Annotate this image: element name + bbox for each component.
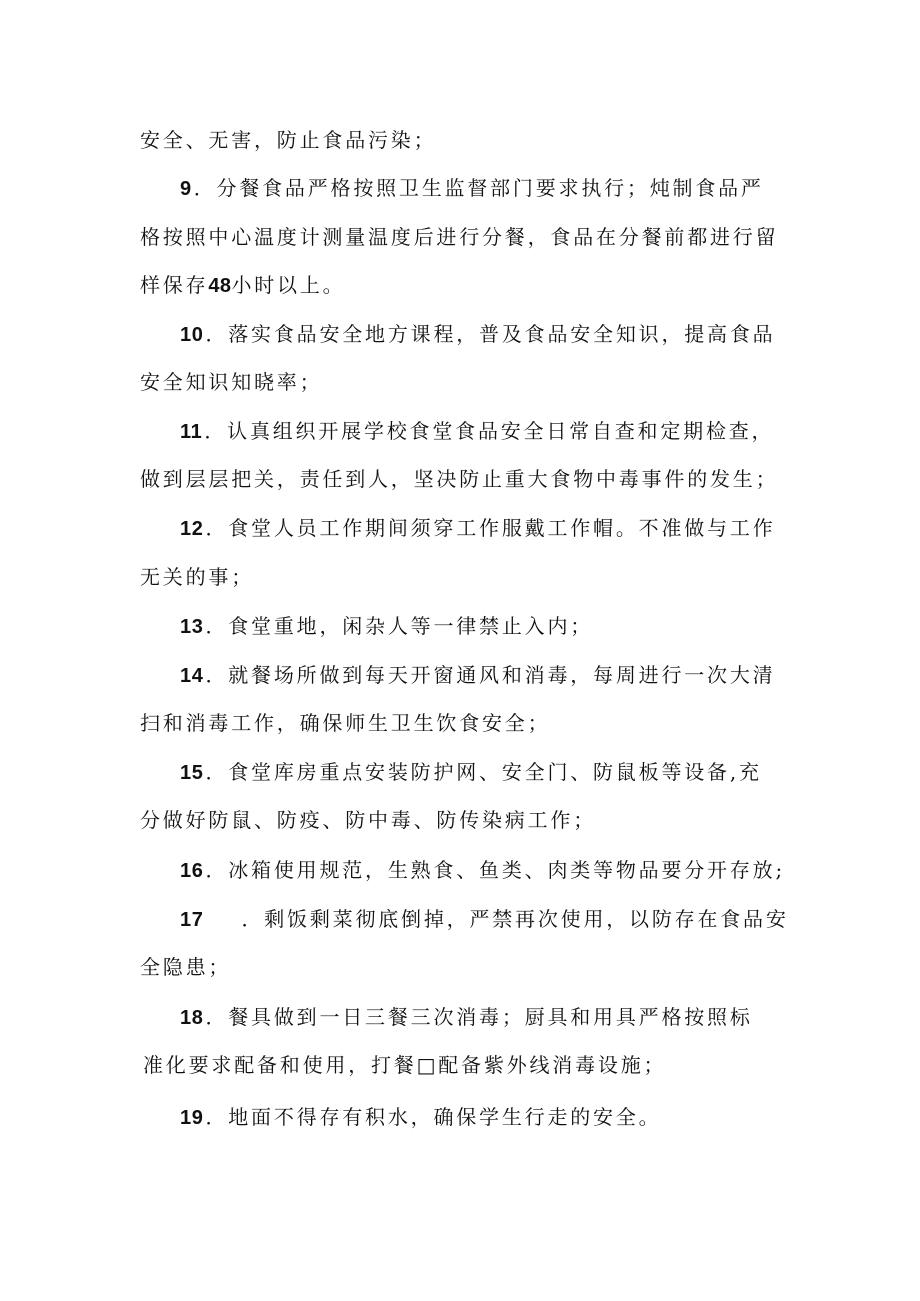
line-text: 小时以上。 (231, 273, 346, 297)
inline-number: 48 (208, 275, 232, 297)
line-text: 准化要求配备和使用，打餐□配备紫外线消毒设施； (143, 1053, 667, 1077)
line-text: 全隐患； (140, 955, 232, 979)
line-text: ．冰箱使用规范，生熟食、鱼类、肉类等物品要分开存放; (205, 858, 785, 882)
item-number: 15 (180, 762, 204, 784)
text-line (140, 225, 778, 249)
list-item-16 (180, 858, 785, 882)
text-line (140, 955, 231, 979)
item-number: 16 (180, 860, 204, 882)
line-text: ．餐具做到一日三餐三次消毒；厨具和用具严格按照标 (205, 1005, 753, 1029)
line-text: ．食堂重地，闲杂人等一律禁止入内； (205, 614, 594, 638)
line-text: ．食堂人员工作期间须穿工作服戴工作帽。不准做与工作 (205, 516, 776, 540)
line-text: 扫和消毒工作，确保师生卫生饮食安全； (140, 711, 551, 735)
list-item-12 (180, 516, 775, 540)
list-item-17 (180, 907, 789, 931)
line-text: 安全、无害，防止食品污染； (140, 128, 437, 152)
line-text: ．剩饭剩菜彻底倒掉，严禁再次使用，以防存在食品安 (241, 907, 789, 931)
line-text: ．就餐场所做到每天开窗通风和消毒，每周进行一次大清 (205, 663, 776, 687)
line-text: ．地面不得存有积水，确保学生行走的安全。 (205, 1105, 662, 1129)
item-number: 11 (180, 421, 203, 443)
line-text: ．落实食品安全地方课程，普及食品安全知识，提高食品 (205, 322, 776, 346)
item-number: 9 (180, 178, 192, 200)
list-item-10 (180, 322, 775, 346)
line-text: ．认真组织开展学校食堂食品安全日常自查和定期检查， (204, 419, 775, 443)
item-number: 14 (180, 665, 204, 687)
text-line (140, 808, 596, 832)
list-item-11 (180, 419, 774, 443)
text-line (140, 565, 254, 589)
list-item-15 (180, 760, 762, 784)
list-item-19 (180, 1105, 661, 1129)
list-item-18 (180, 1005, 753, 1029)
text-line (140, 128, 436, 152)
line-text: ．食堂库房重点安装防护网、安全门、防鼠板等设备,充 (205, 760, 762, 784)
item-number: 18 (180, 1007, 204, 1029)
line-text: 做到层层把关，责任到人，坚决防止重大食物中毒事件的发生； (140, 467, 779, 491)
line-text: ．分餐食品严格按照卫生监督部门要求执行；炖制食品严 (193, 176, 764, 200)
list-item-9 (180, 176, 764, 200)
line-text: 安全知识知晓率； (140, 370, 323, 394)
line-text: 分做好防鼠、防疫、防中毒、防传染病工作； (140, 808, 596, 832)
list-item-14 (180, 663, 775, 687)
text-line (143, 1053, 666, 1077)
line-text: 格按照中心温度计测量温度后进行分餐，食品在分餐前都进行留 (140, 225, 779, 249)
text-line (140, 273, 345, 297)
item-number: 19 (180, 1107, 204, 1129)
list-item-13 (180, 614, 593, 638)
item-number: 17 (180, 909, 204, 931)
item-number: 12 (180, 518, 204, 540)
line-text: 样保存 (140, 273, 209, 297)
text-line (140, 711, 550, 735)
text-line (140, 467, 778, 491)
text-line (140, 370, 322, 394)
item-number: 10 (180, 324, 204, 346)
line-text: 无关的事； (140, 565, 254, 589)
item-number: 13 (180, 616, 204, 638)
